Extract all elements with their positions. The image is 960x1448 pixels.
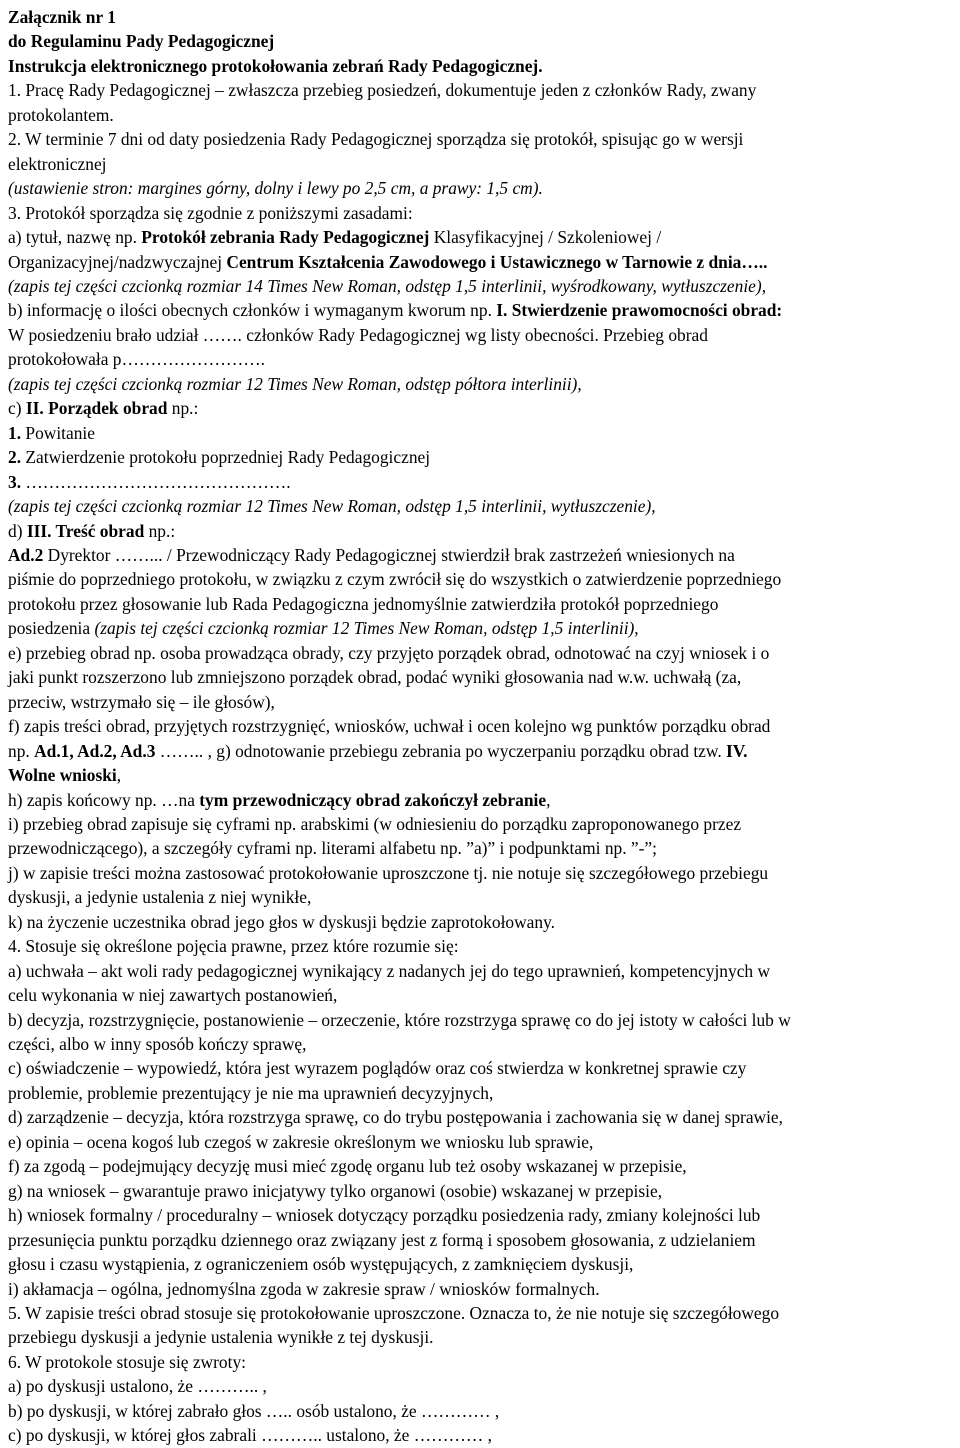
text-line xyxy=(8,5,952,29)
text-line xyxy=(8,665,952,689)
text-line xyxy=(8,1350,952,1374)
text-line xyxy=(8,494,952,518)
text-segment: b) decyzja, rozstrzygnięcie, postanowienie – orzeczenie, które rozstrzyga sprawę co do jej istoty w całości lub w xyxy=(8,1009,791,1030)
text-segment: f) za zgodą – podejmujący decyzję musi mieć zgodę organu lub też osoby wskazanej w przepisie, xyxy=(8,1156,687,1177)
text-segment: Ad.2 xyxy=(8,544,44,565)
text-segment: e) przebieg obrad np. osoba prowadząca obrady, czy przyjęto porządek obrad, odnotować na czyj wniosek i o xyxy=(8,642,770,663)
text-line xyxy=(8,1056,952,1080)
text-line xyxy=(8,396,952,420)
text-segment: np.: xyxy=(167,398,199,419)
text-line xyxy=(8,347,952,371)
text-segment: a) tytuł, nazwę np. xyxy=(8,227,142,248)
text-segment: h) wniosek formalny / proceduralny – wniosek dotyczący porządku posiedzenia rady, zmiany kolejności lub xyxy=(8,1205,761,1226)
text-line xyxy=(8,812,952,836)
text-segment: przewodniczącego), a szczegóły cyframi np. literami alfabetu np. ”a)” i podpunktami np. ”-”; xyxy=(8,838,657,859)
text-segment: (zapis tej części czcionką rozmiar 12 Times New Roman, odstęp półtora interlinii), xyxy=(8,373,582,394)
text-line xyxy=(8,372,952,396)
text-line xyxy=(8,470,952,494)
text-line xyxy=(8,103,952,127)
text-segment: c) po dyskusji, w której głos zabrali ……….. ustalono, że ………… , xyxy=(8,1425,492,1446)
text-segment: głosu i czasu wystąpienia, z ograniczeniem osób występujących, z zamknięciem dyskusji, xyxy=(8,1254,634,1275)
text-segment: Powitanie xyxy=(21,422,95,443)
text-segment: np. xyxy=(8,740,35,761)
text-line xyxy=(8,127,952,151)
text-line xyxy=(8,934,952,958)
text-segment: do Regulaminu Pady Pedagogicznej xyxy=(8,31,275,52)
text-line xyxy=(8,29,952,53)
text-segment: Dyrektor ……... / Przewodniczący Rady Pedagogicznej stwierdził brak zastrzeżeń wniesionych na xyxy=(43,544,735,565)
text-line xyxy=(8,1399,952,1423)
text-segment: celu wykonania w niej zawartych postanowień, xyxy=(8,985,338,1006)
text-segment: e) opinia – ocena kogoś lub czegoś w zakresie określonym we wniosku lub sprawie, xyxy=(8,1131,594,1152)
text-segment: Klasyfikacyjnej / Szkoleniowej / xyxy=(429,227,662,248)
text-line xyxy=(8,567,952,591)
text-line xyxy=(8,1301,952,1325)
text-segment: k) na życzenie uczestnika obrad jego głos w dyskusji będzie zaprotokołowany. xyxy=(8,911,555,932)
text-segment: piśmie do poprzedniego protokołu, w związku z czym zwrócił się do wszystkich o zatwierdzenie poprzedniego xyxy=(8,569,782,590)
text-segment: jaki punkt rozszerzono lub zmniejszono porządek obrad, podać wyniki głosowania nad w.w. uchwałą (za, xyxy=(8,667,742,688)
text-segment: 3. xyxy=(8,471,22,492)
text-segment: Organizacyjnej/nadzwyczajnej xyxy=(8,251,227,272)
text-segment: posiedzenia xyxy=(8,618,95,639)
text-segment: a) po dyskusji ustalono, że ……….. , xyxy=(8,1376,267,1397)
text-line xyxy=(8,152,952,176)
text-segment: i) akłamacja – ogólna, jednomyślna zgoda w zakresie spraw / wniosków formalnych. xyxy=(8,1278,600,1299)
text-line xyxy=(8,885,952,909)
text-line xyxy=(8,1277,952,1301)
text-segment: 5. W zapisie treści obrad stosuje się protokołowanie uproszczone. Oznacza to, że nie notuje się szczegółowego xyxy=(8,1303,780,1324)
text-segment: Centrum Kształcenia Zawodowego i Ustawicznego w Tarnowie z dnia….. xyxy=(226,251,768,272)
text-line xyxy=(8,714,952,738)
text-line xyxy=(8,1105,952,1129)
text-line xyxy=(8,1154,952,1178)
text-segment: IV. xyxy=(726,740,748,761)
text-segment: i) przebieg obrad zapisuje się cyframi np. arabskimi (w odniesieniu do porządku zaproponowanego przez xyxy=(8,813,742,834)
text-line xyxy=(8,54,952,78)
text-line xyxy=(8,1228,952,1252)
text-line xyxy=(8,1252,952,1276)
text-segment: 6. W protokole stosuje się zwroty: xyxy=(8,1351,246,1372)
text-segment: 2. xyxy=(8,447,22,468)
text-segment: W posiedzeniu brało udział ……. członków Rady Pedagogicznej wg listy obecności. Przebieg obrad xyxy=(8,324,708,345)
text-line xyxy=(8,201,952,225)
text-line xyxy=(8,274,952,298)
text-segment: (zapis tej części czcionką rozmiar 12 Times New Roman, odstęp 1,5 interlinii, wytłuszczenie), xyxy=(8,496,656,517)
text-line xyxy=(8,1203,952,1227)
text-line xyxy=(8,983,952,1007)
text-line xyxy=(8,1423,952,1447)
text-segment: np.: xyxy=(144,520,176,541)
text-line xyxy=(8,225,952,249)
text-segment: g) na wniosek – gwarantuje prawo inicjatywy tylko organowi (osobie) wskazanej w przepisie, xyxy=(8,1180,663,1201)
text-segment: j) w zapisie treści można zastosować protokołowanie uproszczone tj. nie notuje się szczegółowego przebiegu xyxy=(8,862,769,883)
text-segment: przebiegu dyskusji a jedynie ustalenia wynikłe z tej dyskusji. xyxy=(8,1327,434,1348)
text-segment: , xyxy=(116,765,122,786)
text-segment: 3. Protokół sporządza się zgodnie z poniższymi zasadami: xyxy=(8,202,413,223)
text-line xyxy=(8,445,952,469)
text-segment: f) zapis treści obrad, przyjętych rozstrzygnięć, wniosków, uchwał i ocen kolejno wg punktów porządku obrad xyxy=(8,716,771,737)
text-line xyxy=(8,1008,952,1032)
text-segment: ………………………………………. xyxy=(21,471,291,492)
text-segment: protokołu przez głosowanie lub Rada Pedagogiczna jednomyślnie zatwierdziła protokół poprzedniego xyxy=(8,593,719,614)
text-line xyxy=(8,298,952,322)
text-segment: d) xyxy=(8,520,27,541)
text-segment: Wolne wnioski xyxy=(8,765,117,786)
text-line xyxy=(8,959,952,983)
text-line xyxy=(8,543,952,567)
text-segment: a) uchwała – akt woli rady pedagogicznej wynikający z nadanych jej do tego uprawnień, kompetencyjnych w xyxy=(8,960,771,981)
text-segment: III. Treść obrad xyxy=(26,520,145,541)
text-line xyxy=(8,836,952,860)
text-segment: części, albo w inny sposób kończy sprawę, xyxy=(8,1034,307,1055)
text-line xyxy=(8,739,952,763)
text-line xyxy=(8,1374,952,1398)
text-segment: …….. , g) odnotowanie przebiegu zebrania po wyczerpaniu porządku obrad tzw. xyxy=(155,740,727,761)
text-line xyxy=(8,1130,952,1154)
text-line xyxy=(8,78,952,102)
text-segment: przesunięcia punktu porządku dziennego oraz związany jest z formą i sposobem głosowania, z udzielaniem xyxy=(8,1229,756,1250)
text-segment: 4. Stosuje się określone pojęcia prawne, przez które rozumie się: xyxy=(8,936,459,957)
text-segment: przeciw, wstrzymało się – ile głosów), xyxy=(8,691,275,712)
text-line xyxy=(8,690,952,714)
text-segment: (zapis tej części czcionką rozmiar 12 Times New Roman, odstęp 1,5 interlinii), xyxy=(94,618,639,639)
text-segment: Załącznik nr 1 xyxy=(8,7,116,27)
text-segment: dyskusji, a jedynie ustalenia z niej wynikłe, xyxy=(8,887,312,908)
text-line xyxy=(8,910,952,934)
text-segment: 2. W terminie 7 dni od daty posiedzenia Rady Pedagogicznej sporządza się protokół, spisując go w wersji xyxy=(8,129,744,150)
text-segment: (zapis tej części czcionką rozmiar 14 Times New Roman, odstęp 1,5 interlinii, wyśrodkowany, wytłuszczenie), xyxy=(8,275,767,296)
text-segment: 1. Pracę Rady Pedagogicznej – zwłaszcza przebieg posiedzeń, dokumentuje jeden z członków Rady, zwany xyxy=(8,80,757,101)
text-segment: I. Stwierdzenie prawomocności obrad: xyxy=(496,300,783,321)
text-segment: Protokół zebrania Rady Pedagogicznej xyxy=(141,227,430,248)
text-line xyxy=(8,519,952,543)
text-line xyxy=(8,616,952,640)
text-segment: , xyxy=(546,789,551,810)
text-line xyxy=(8,1325,952,1349)
text-segment: II. Porządek obrad xyxy=(25,398,168,419)
text-segment: tym przewodniczący obrad zakończył zebranie xyxy=(199,789,547,810)
text-line xyxy=(8,861,952,885)
text-segment: protokolantem. xyxy=(8,104,114,125)
text-line xyxy=(8,1179,952,1203)
text-segment: d) zarządzenie – decyzja, która rozstrzyga sprawę, co do trybu postępowania i zachowania się w danej sprawie, xyxy=(8,1107,783,1128)
text-segment: 1. xyxy=(8,422,22,443)
text-segment: Instrukcja elektronicznego protokołowania zebrań Rady Pedagogicznej. xyxy=(8,55,543,76)
text-line xyxy=(8,250,952,274)
text-line xyxy=(8,1081,952,1105)
text-segment: c) xyxy=(8,398,26,419)
text-segment: h) zapis końcowy np. …na xyxy=(8,789,200,810)
text-line xyxy=(8,323,952,347)
text-line xyxy=(8,788,952,812)
text-segment: Zatwierdzenie protokołu poprzedniej Rady Pedagogicznej xyxy=(21,447,431,468)
text-line xyxy=(8,763,952,787)
text-line xyxy=(8,176,952,200)
text-line xyxy=(8,1032,952,1056)
text-segment: Ad.1, Ad.2, Ad.3 xyxy=(34,740,156,761)
text-segment: elektronicznej xyxy=(8,153,107,174)
text-segment: problemie, problemie prezentujący je nie ma uprawnień decyzyjnych, xyxy=(8,1082,494,1103)
text-segment: (ustawienie stron: margines górny, dolny i lewy po 2,5 cm, a prawy: 1,5 cm). xyxy=(8,178,543,199)
text-line xyxy=(8,641,952,665)
text-segment: b) informację o ilości obecnych członków i wymaganym kworum np. xyxy=(8,300,497,321)
text-line xyxy=(8,421,952,445)
text-segment: b) po dyskusji, w której zabrało głos ….. osób ustalono, że ………… , xyxy=(8,1400,500,1421)
text-line xyxy=(8,592,952,616)
text-segment: c) oświadczenie – wypowiedź, która jest wyrazem poglądów oraz coś stwierdza w konkretnej sprawie czy xyxy=(8,1058,747,1079)
text-segment: protokołowała p……………………. xyxy=(8,349,265,370)
